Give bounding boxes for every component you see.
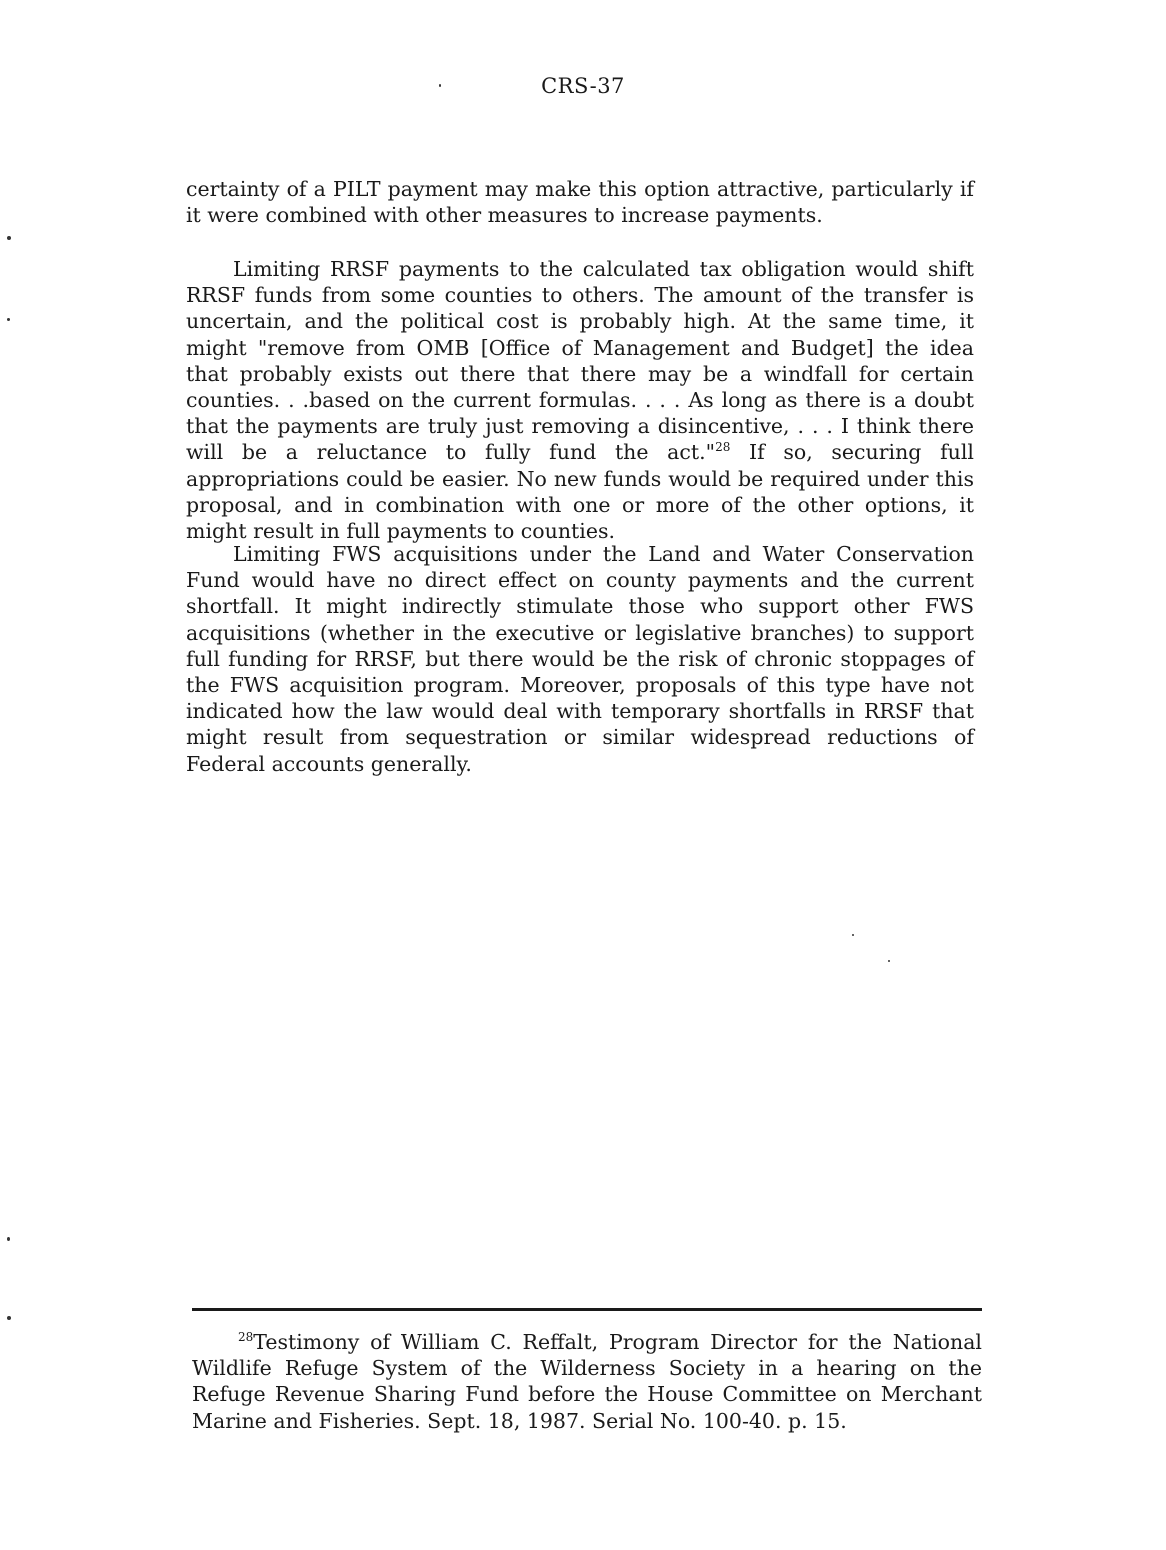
footnote-reference[interactable]: 28 [715, 440, 731, 455]
scan-speck [7, 318, 10, 321]
footnote-separator [192, 1308, 982, 1311]
footnote-number: 28 [238, 1330, 254, 1345]
paragraph-pilt-certainty: certainty of a PILT payment may make this option attractive, particularly if it were combined with other measures to increase payments. [186, 177, 974, 228]
paragraph-limiting-rrsf [186, 256, 974, 544]
scan-speck [852, 934, 854, 936]
scan-speck [7, 236, 11, 240]
scan-speck [888, 960, 890, 962]
paragraph-limiting-fws: Limiting FWS acquisitions under the Land and Water Conservation Fund would have no direct effect on county payments and the current shortfall. It might indirectly stimulate those who support other FWS acquisitions (whether in the executive or legislative branches) to support full funding for RRSF, but there would be the risk of chronic stoppages of the FWS acquisition program. Moreover, proposals of this type have not indicated how the law would deal with temporary shortfalls in RRSF that might result from sequestration or similar widespread reductions of Federal accounts generally. [186, 542, 974, 776]
footnote-text: Testimony of William C. Reffalt, Program Director for the National Wildlife Refuge System of the Wilderness Society in a hearing on the Refuge Revenue Sharing Fund before the House Committee on Merchant Marine and Fisheries. Sept. 18, 1987. Serial No. 100-40. p. 15. [192, 1330, 982, 1433]
scan-speck [7, 1316, 11, 1320]
scan-speck [7, 1237, 10, 1241]
page-number: CRS-37 [541, 74, 625, 98]
paragraph-limiting-rrsf-continuation: If so, securing full appropriations could be easier. No new funds would be required under this proposal, and in combination with one or more of the other options, it might result in full payments to counties. [186, 440, 974, 544]
paragraph-limiting-rrsf-text: Limiting RRSF payments to the calculated tax obligation would shift RRSF funds from some counties to others. The amount of the transfer is uncertain, and the political cost is probably high. At the same time, it might "remove from OMB [Office of Management and Budget] the idea that probably exists out there that there may be a windfall for certain counties. . .based on the current formulas. . . . As long as there is a doubt that the payments are truly just removing a disincentive, . . . I think there will be a reluctance to fully fund the act." [186, 257, 974, 465]
footnote-28 [192, 1329, 982, 1434]
scan-speck [439, 84, 441, 87]
